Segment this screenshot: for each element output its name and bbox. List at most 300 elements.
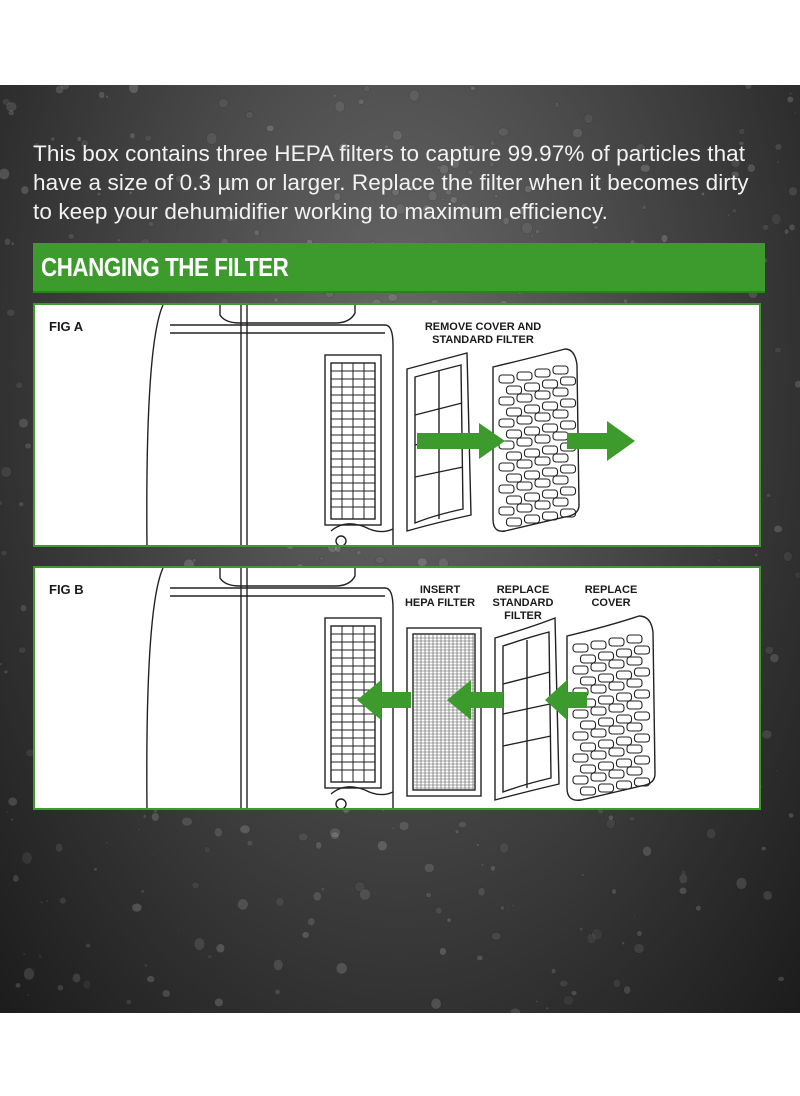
- water-droplet: [531, 234, 534, 237]
- water-droplet: [176, 226, 179, 229]
- water-droplet: [606, 961, 608, 963]
- cover-vent-slot: [507, 452, 522, 460]
- water-droplet: [431, 998, 441, 1009]
- water-droplet: [726, 1005, 728, 1007]
- water-droplet: [784, 229, 788, 234]
- cover-vent-slot: [517, 482, 532, 490]
- water-droplet: [240, 825, 250, 834]
- water-droplet: [789, 187, 798, 196]
- water-droplet: [775, 144, 782, 150]
- figure-b-label: FIG B: [49, 582, 84, 597]
- cover-vent-slot: [627, 701, 642, 709]
- dark-droplet-background: [0, 85, 800, 1013]
- water-droplet: [409, 90, 419, 101]
- cover-vent-slot: [553, 410, 568, 418]
- cover-vent-slot: [525, 405, 540, 413]
- water-droplet: [736, 878, 747, 890]
- water-droplet: [440, 948, 447, 956]
- water-droplet: [144, 964, 147, 968]
- cover-vent-slot: [609, 748, 624, 756]
- cover-vent-slot: [581, 655, 596, 663]
- water-droplet: [770, 654, 779, 663]
- cover-vent-slot: [599, 784, 614, 792]
- cover-vent-slot: [581, 787, 596, 795]
- water-droplet: [435, 907, 442, 914]
- filter-cover-drawing: [493, 349, 579, 531]
- water-droplet: [336, 963, 347, 974]
- water-droplet: [471, 86, 475, 90]
- water-droplet: [510, 1008, 520, 1013]
- water-droplet: [775, 347, 782, 353]
- cover-vent-slot: [627, 657, 642, 665]
- cover-vent-slot: [553, 454, 568, 462]
- water-droplet: [273, 959, 283, 970]
- water-droplet: [298, 833, 308, 841]
- water-droplet: [661, 235, 668, 243]
- cover-vent-slot: [573, 776, 588, 784]
- water-droplet: [313, 892, 321, 901]
- water-droplet: [0, 663, 2, 666]
- cover-vent-slot: [507, 408, 522, 416]
- water-droplet: [0, 168, 10, 179]
- cover-vent-slot: [561, 465, 576, 473]
- cover-vent-slot: [627, 745, 642, 753]
- water-droplet: [717, 559, 720, 562]
- water-droplet: [392, 827, 395, 830]
- cover-vent-slot: [627, 723, 642, 731]
- water-droplet: [633, 915, 636, 918]
- cover-vent-slot: [591, 751, 606, 759]
- water-droplet: [563, 995, 573, 1005]
- water-droplet: [321, 888, 325, 891]
- water-droplet: [388, 294, 398, 302]
- water-droplet: [424, 863, 434, 872]
- cover-vent-slot: [609, 660, 624, 668]
- water-droplet: [24, 968, 35, 980]
- cover-vent-slot: [507, 496, 522, 504]
- water-droplet: [794, 112, 796, 114]
- figure-a-caption-line-2: STANDARD FILTER: [432, 334, 534, 346]
- water-droplet: [613, 979, 620, 987]
- cover-vent-slot: [635, 756, 650, 764]
- water-droplet: [1, 550, 7, 556]
- cover-vent-slot: [535, 413, 550, 421]
- water-droplet: [162, 990, 170, 998]
- water-droplet: [0, 501, 2, 506]
- cover-vent-slot: [581, 721, 596, 729]
- cover-vent-slot: [543, 446, 558, 454]
- water-droplet: [778, 977, 784, 982]
- water-droplet: [622, 942, 625, 945]
- water-droplet: [143, 814, 146, 818]
- cover-vent-slot: [543, 468, 558, 476]
- water-droplet: [679, 874, 688, 884]
- cover-vent-slot: [609, 638, 624, 646]
- water-droplet: [490, 866, 495, 872]
- cover-vent-slot: [573, 666, 588, 674]
- figure-a-caption: [413, 321, 553, 347]
- cover-vent-slot: [535, 457, 550, 465]
- water-droplet: [331, 832, 339, 840]
- water-droplet: [787, 96, 794, 102]
- water-droplet: [19, 418, 29, 428]
- water-droplet: [25, 443, 32, 449]
- replace-standard-caption-line-1: REPLACE: [496, 584, 550, 596]
- water-droplet: [141, 890, 145, 894]
- water-droplet: [634, 944, 645, 954]
- cover-vent-slot: [635, 690, 650, 698]
- water-droplet: [11, 242, 14, 245]
- water-droplet: [105, 841, 108, 845]
- dehumidifier-unit-drawing: [147, 305, 393, 547]
- water-droplet: [536, 1000, 539, 1002]
- water-droplet: [335, 101, 345, 112]
- water-droplet: [132, 903, 142, 912]
- cover-vent-slot: [617, 737, 632, 745]
- water-droplet: [500, 906, 504, 911]
- right-arrow-1: [417, 423, 505, 459]
- cover-vent-slot: [525, 427, 540, 435]
- water-droplet: [447, 918, 451, 922]
- water-droplet: [679, 887, 687, 894]
- water-droplet: [72, 973, 80, 983]
- cover-vent-slot: [525, 471, 540, 479]
- cover-vent-slot: [617, 781, 632, 789]
- water-droplet: [795, 381, 800, 388]
- cover-vent-slot: [535, 501, 550, 509]
- water-droplet: [477, 955, 483, 960]
- cover-vent-slot: [561, 377, 576, 385]
- water-droplet: [789, 92, 792, 94]
- water-droplet: [629, 817, 635, 822]
- water-droplet: [219, 99, 229, 108]
- water-droplet: [4, 670, 8, 674]
- section-banner: [33, 243, 765, 293]
- cover-vent-slot: [609, 726, 624, 734]
- water-droplet: [214, 828, 222, 837]
- water-droplet: [316, 842, 322, 849]
- water-droplet: [481, 863, 484, 866]
- cover-vent-slot: [599, 740, 614, 748]
- water-droplet: [766, 494, 770, 498]
- water-droplet: [4, 238, 10, 245]
- cover-vent-slot: [499, 419, 514, 427]
- cover-vent-slot: [635, 668, 650, 676]
- water-droplet: [580, 927, 583, 931]
- cover-vent-slot: [599, 674, 614, 682]
- figure-a-panel: [33, 303, 761, 547]
- water-droplet: [784, 552, 793, 562]
- cover-vent-slot: [591, 641, 606, 649]
- cover-vent-slot: [581, 765, 596, 773]
- figure-a-illustration: [35, 305, 761, 547]
- water-droplet: [21, 186, 29, 194]
- water-droplet: [399, 821, 409, 830]
- water-droplet: [754, 553, 758, 557]
- cover-vent-slot: [499, 375, 514, 383]
- cover-vent-slot: [507, 386, 522, 394]
- water-droplet: [333, 94, 336, 97]
- cover-vent-slot: [499, 397, 514, 405]
- figure-a-caption-line-1: REMOVE COVER AND: [424, 321, 542, 333]
- filter-cover-drawing: [567, 616, 655, 800]
- cover-vent-slot: [573, 644, 588, 652]
- water-droplet: [765, 646, 773, 654]
- water-droplet: [20, 605, 26, 612]
- water-droplet: [83, 980, 91, 989]
- water-droplet: [106, 95, 109, 98]
- water-droplet: [551, 968, 556, 973]
- water-droplet: [182, 817, 193, 826]
- water-droplet: [357, 551, 361, 555]
- replace-standard-caption-line-2: STANDARD: [492, 597, 554, 609]
- water-droplet: [555, 102, 560, 108]
- water-droplet: [216, 944, 225, 953]
- water-droplet: [789, 224, 795, 231]
- water-droplet: [267, 125, 274, 131]
- water-droplet: [275, 989, 280, 995]
- cover-vent-slot: [561, 487, 576, 495]
- cover-vent-slot: [517, 460, 532, 468]
- water-droplet: [130, 133, 136, 139]
- water-droplet: [8, 110, 14, 116]
- water-droplet: [624, 986, 631, 994]
- water-droplet: [19, 647, 26, 653]
- cover-vent-slot: [635, 712, 650, 720]
- water-droplet: [571, 991, 576, 996]
- cover-vent-slot: [507, 474, 522, 482]
- water-droplet: [207, 954, 212, 959]
- water-droplet: [761, 846, 766, 850]
- cover-vent-slot: [499, 463, 514, 471]
- water-droplet: [492, 933, 501, 941]
- cover-vent-slot: [543, 380, 558, 388]
- cover-vent-slot: [525, 383, 540, 391]
- cover-vent-slot: [553, 476, 568, 484]
- replace-standard-caption-line-3: FILTER: [504, 610, 542, 622]
- water-droplet: [153, 855, 155, 857]
- cover-vent-slot: [581, 677, 596, 685]
- water-droplet: [129, 85, 139, 93]
- water-droplet: [320, 556, 324, 560]
- cover-vent-slot: [599, 696, 614, 704]
- cover-vent-slot: [591, 773, 606, 781]
- water-droplet: [739, 128, 745, 134]
- cover-vent-slot: [609, 770, 624, 778]
- cover-vent-slot: [517, 504, 532, 512]
- water-droplet: [117, 239, 120, 242]
- replace-cover-caption-line-2: COVER: [591, 597, 631, 609]
- water-droplet: [308, 918, 315, 926]
- water-droplet: [546, 1007, 548, 1009]
- water-droplet: [22, 852, 32, 864]
- cover-vent-slot: [553, 388, 568, 396]
- water-droplet: [476, 844, 479, 847]
- replace-standard-filter-caption: [483, 584, 563, 623]
- water-droplet: [7, 309, 15, 316]
- water-droplet: [274, 298, 279, 303]
- cover-vent-slot: [599, 718, 614, 726]
- water-droplet: [789, 813, 794, 818]
- replace-cover-caption-line-1: REPLACE: [584, 584, 638, 596]
- cover-vent-slot: [535, 479, 550, 487]
- water-droplet: [99, 92, 105, 99]
- water-droplet: [16, 382, 23, 389]
- water-droplet: [38, 954, 42, 958]
- insert-hepa-caption: [395, 584, 485, 610]
- water-droplet: [68, 234, 74, 239]
- water-droplet: [246, 112, 254, 119]
- water-droplet: [358, 99, 364, 104]
- water-droplet: [215, 998, 224, 1006]
- water-droplet: [276, 897, 284, 906]
- cover-vent-slot: [617, 759, 632, 767]
- water-droplet: [512, 904, 514, 906]
- water-droplet: [13, 875, 19, 882]
- water-droplet: [498, 128, 509, 136]
- water-droplet: [376, 556, 385, 563]
- water-droplet: [478, 888, 485, 896]
- cover-vent-slot: [525, 493, 540, 501]
- intro-paragraph: This box contains three HEPA filters to capture 99.97% of particles that have a size of 0.3 µm or larger. Replace the filter when it becomes dirty to keep your dehumidifier working to maximum efficiency.: [33, 141, 749, 224]
- water-droplet: [147, 976, 155, 983]
- figure-a-label: FIG A: [49, 319, 84, 334]
- water-droplet: [581, 874, 584, 877]
- section-title: CHANGING THE FILTER: [41, 252, 289, 282]
- cover-vent-slot: [573, 732, 588, 740]
- cover-vent-slot: [617, 671, 632, 679]
- water-droplet: [192, 882, 200, 888]
- water-droplet: [560, 980, 568, 987]
- insert-hepa-caption-line-1: INSERT: [419, 584, 461, 596]
- cover-vent-slot: [517, 372, 532, 380]
- cover-vent-slot: [517, 394, 532, 402]
- water-droplet: [355, 882, 365, 892]
- cover-vent-slot: [535, 369, 550, 377]
- standard-filter-drawing: [495, 618, 559, 800]
- water-droplet: [573, 128, 583, 137]
- water-droplet: [94, 868, 97, 872]
- water-droplet: [204, 846, 210, 853]
- water-droplet: [343, 810, 349, 816]
- cover-vent-slot: [591, 729, 606, 737]
- cover-vent-slot: [617, 715, 632, 723]
- insert-hepa-caption-line-2: HEPA FILTER: [404, 597, 476, 609]
- water-droplet: [302, 932, 309, 939]
- water-droplet: [643, 846, 652, 856]
- water-droplet: [15, 983, 20, 988]
- water-droplet: [151, 813, 159, 822]
- cover-vent-slot: [553, 432, 568, 440]
- water-droplet: [57, 985, 63, 991]
- water-droplet: [46, 900, 49, 903]
- water-droplet: [426, 893, 432, 898]
- cover-vent-slot: [609, 704, 624, 712]
- cover-vent-slot: [525, 515, 540, 523]
- water-droplet: [762, 730, 772, 739]
- cover-vent-slot: [535, 391, 550, 399]
- cover-vent-slot: [591, 685, 606, 693]
- water-droplet: [429, 855, 431, 857]
- water-droplet: [19, 502, 24, 507]
- cover-vent-slot: [507, 430, 522, 438]
- cover-vent-slot: [543, 424, 558, 432]
- water-droplet: [500, 843, 509, 854]
- cover-vent-slot: [627, 767, 642, 775]
- cover-vent-slot: [591, 663, 606, 671]
- cover-vent-slot: [543, 490, 558, 498]
- replace-cover-caption: [571, 584, 651, 610]
- cover-vent-slot: [507, 518, 522, 526]
- cover-vent-slot: [553, 498, 568, 506]
- water-droplet: [40, 901, 44, 904]
- water-droplet: [23, 953, 25, 955]
- cover-vent-slot: [499, 485, 514, 493]
- cover-vent-slot: [609, 682, 624, 690]
- water-droplet: [55, 843, 63, 852]
- water-droplet: [592, 928, 603, 940]
- water-droplet: [377, 841, 387, 851]
- water-droplet: [794, 572, 800, 579]
- cover-vent-slot: [517, 416, 532, 424]
- dehumidifier-unit-drawing: [147, 568, 393, 810]
- water-droplet: [138, 828, 141, 831]
- cover-vent-slot: [627, 635, 642, 643]
- cover-vent-slot: [535, 435, 550, 443]
- cover-vent-slot: [573, 710, 588, 718]
- water-droplet: [6, 810, 9, 813]
- water-droplet: [364, 85, 370, 92]
- figure-b-panel: [33, 566, 761, 810]
- water-droplet: [27, 994, 29, 996]
- water-droplet: [706, 828, 716, 839]
- water-droplet: [584, 114, 593, 124]
- cover-vent-slot: [635, 646, 650, 654]
- water-droplet: [608, 815, 613, 820]
- water-droplet: [194, 938, 205, 951]
- water-droplet: [8, 797, 17, 806]
- cover-vent-slot: [591, 707, 606, 715]
- cover-vent-slot: [617, 649, 632, 657]
- water-droplet: [126, 999, 131, 1004]
- water-droplet: [776, 160, 779, 164]
- water-droplet: [455, 830, 459, 834]
- water-droplet: [745, 85, 752, 89]
- cover-vent-slot: [573, 754, 588, 762]
- water-droplet: [774, 525, 783, 532]
- cover-vent-slot: [525, 449, 540, 457]
- cover-vent-slot: [561, 399, 576, 407]
- cover-vent-slot: [599, 762, 614, 770]
- cover-vent-slot: [617, 693, 632, 701]
- water-droplet: [86, 943, 91, 948]
- cover-vent-slot: [627, 679, 642, 687]
- water-droplet: [11, 818, 14, 821]
- water-droplet: [612, 889, 617, 894]
- cover-vent-slot: [499, 507, 514, 515]
- water-droplet: [177, 930, 179, 932]
- water-droplet: [637, 931, 642, 937]
- water-droplet: [775, 770, 778, 773]
- water-droplet: [60, 897, 67, 904]
- water-droplet: [763, 891, 772, 900]
- cover-vent-slot: [599, 652, 614, 660]
- left-arrow-3: [545, 680, 587, 720]
- water-droplet: [536, 230, 540, 234]
- cover-vent-slot: [635, 734, 650, 742]
- water-droplet: [238, 899, 249, 910]
- water-droplet: [1, 467, 12, 478]
